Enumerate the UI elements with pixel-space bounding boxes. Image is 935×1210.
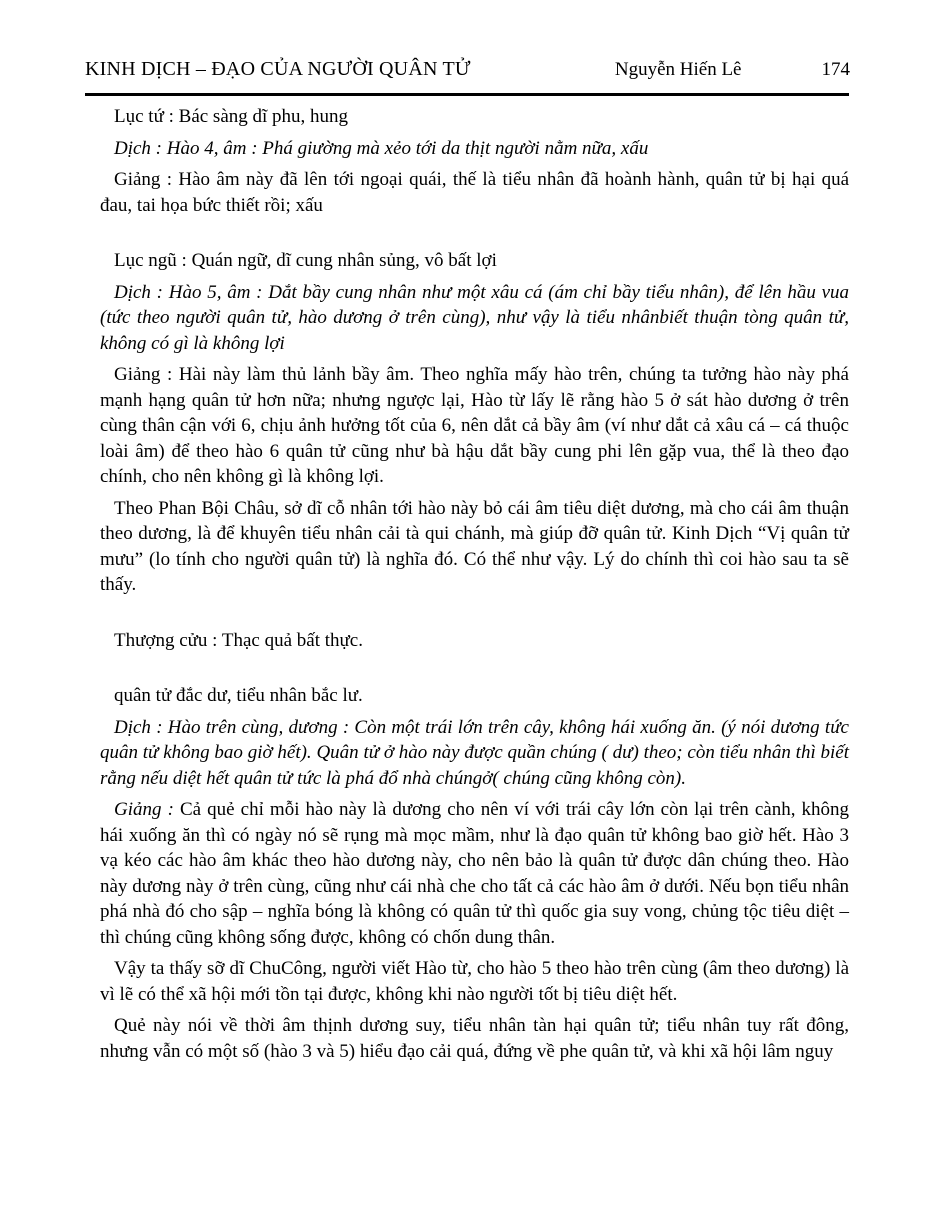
paragraph-giang-hao-tren-cung xyxy=(100,797,849,950)
paragraph-thuong-cuu: Thượng cửu : Thạc quả bất thực. xyxy=(114,629,363,651)
page-number: 174 xyxy=(821,59,850,80)
paragraph-luc-tu: Lục tứ : Bác sàng dĩ phu, hung xyxy=(114,106,349,127)
paragraph-que-nay-noi: Quẻ này nói về thời âm thịnh dương suy, tiểu nhân tàn hại quân tử; tiểu nhân tuy rất đông, nhưng vẫn có một số (hào 3 và 5) hiểu đạo cải quá, đứng về phe quân tử, và khi xã hội lâm nguy xyxy=(100,1015,849,1062)
paragraph-theo-phan-boi-chau: Theo Phan Bội Châu, sở dĩ cỗ nhân tới hào này bỏ cái âm tiêu diệt dương, mà cho cái âm thuận theo dương, là để khuyên tiểu nhân cải tà qui chánh, mà giúp đỡ quân tử. Kinh Dịch “Vị quân tử mưu” (lo tính cho người quân tử) là nghĩa đó. Có thể như vậy. Lý do chính thì coi hào sau ta sẽ thấy. xyxy=(100,497,849,595)
page-body xyxy=(0,96,935,1064)
paragraph-vay-ta-thay: Vậy ta thấy sỡ dĩ ChuCông, người viết Hào từ, cho hào 5 theo hào trên cùng (âm theo dương) là vì lẽ có thể xã hội mới tồn tại được, không khi nào người tốt bị tiêu diệt hết. xyxy=(100,958,849,1005)
author-name: Nguyễn Hiến Lê xyxy=(614,59,742,80)
paragraph-lead-giang: Giảng : xyxy=(114,799,174,820)
paragraph-dich-hao-5: Dịch : Hào 5, âm : Dắt bầy cung nhân như một xâu cá (ám chỉ bầy tiểu nhân), để lên hầu vua (tức theo người quân tử, hào dương ở trên cùng), như vậy là tiểu nhânbiết thuận tòng quân tử, không có gì là không lợi xyxy=(100,281,849,354)
paragraph-giang-hao-5: Giảng : Hài này làm thủ lảnh bầy âm. Theo nghĩa mấy hào trên, chúng ta tưởng hào này phá mạnh hạng quân tử hơn nữa; nhưng ngược lại, Hào từ lấy lẽ rằng hào 5 ở sát hào dương ở trên cùng thân cận với 6, chịu ảnh hưởng tốt của 6, nên dắt cả bầy âm (ví như dắt cả xâu cá – cá thuộc loài âm) để theo hào 6 quân tử cũng như bà hậu dắt bầy cung phi lên gặp vua, thể là theo đạo chính, cho nên không gì là không lợi. xyxy=(100,364,849,487)
paragraph-dich-hao-4: Dịch : Hào 4, âm : Phá giường mà xẻo tới da thịt người nằm nữa, xấu xyxy=(114,137,649,159)
book-title: KINH DỊCH – ĐẠO CỦA NGƯỜI QUÂN TỬ xyxy=(85,58,471,80)
running-header xyxy=(0,0,935,82)
paragraph-quan-tu-dac-du: quân tử đắc dư, tiểu nhân bắc lư. xyxy=(114,685,363,706)
paragraph-luc-ngu: Lục ngũ : Quán ngữ, dĩ cung nhân sủng, vô bất lợi xyxy=(114,250,497,271)
paragraph-dich-hao-tren-cung: Dịch : Hào trên cùng, dương : Còn một trái lớn trên cây, không hái xuống ăn. (ý nói dương tức quân tử không bao giờ hết). Quân tử ở hào này được quần chúng ( dư) theo; còn tiểu nhân thì biết rằng nếu diệt hết quân tử tức là phá đổ nhà chúngở( chúng cũng không còn). xyxy=(100,716,849,789)
paragraph-giang-hao-4: Giảng : Hào âm này đã lên tới ngoại quái, thế là tiểu nhân đã hoành hành, quân tử bị hại quá đau, tai họa bức thiết rồi; xấu xyxy=(100,169,849,216)
paragraph-rest-giang: Cả quẻ chỉ mỗi hào này là dương cho nên ví với trái cây lớn còn lại trên cành, không hái xuống ăn thì có ngày nó sẽ rụng mà mọc mầm, như là đạo quân tử không bao giờ hết. Hào 3 vạ kéo các hào âm khác theo hào dương này, cho nên bảo là quân tử được dân chúng theo. Hào này dương này ở trên cùng, cũng như cái nhà che cho tất cả các hào âm ở dưới. Nếu bọn tiểu nhân phá nhà đó cho sập – nghĩa bóng là không có quân tử thì quốc gia suy vong, chủng tộc tiêu diệt – thì chúng cũng không sống được, không có chốn dung thân. xyxy=(100,799,850,948)
